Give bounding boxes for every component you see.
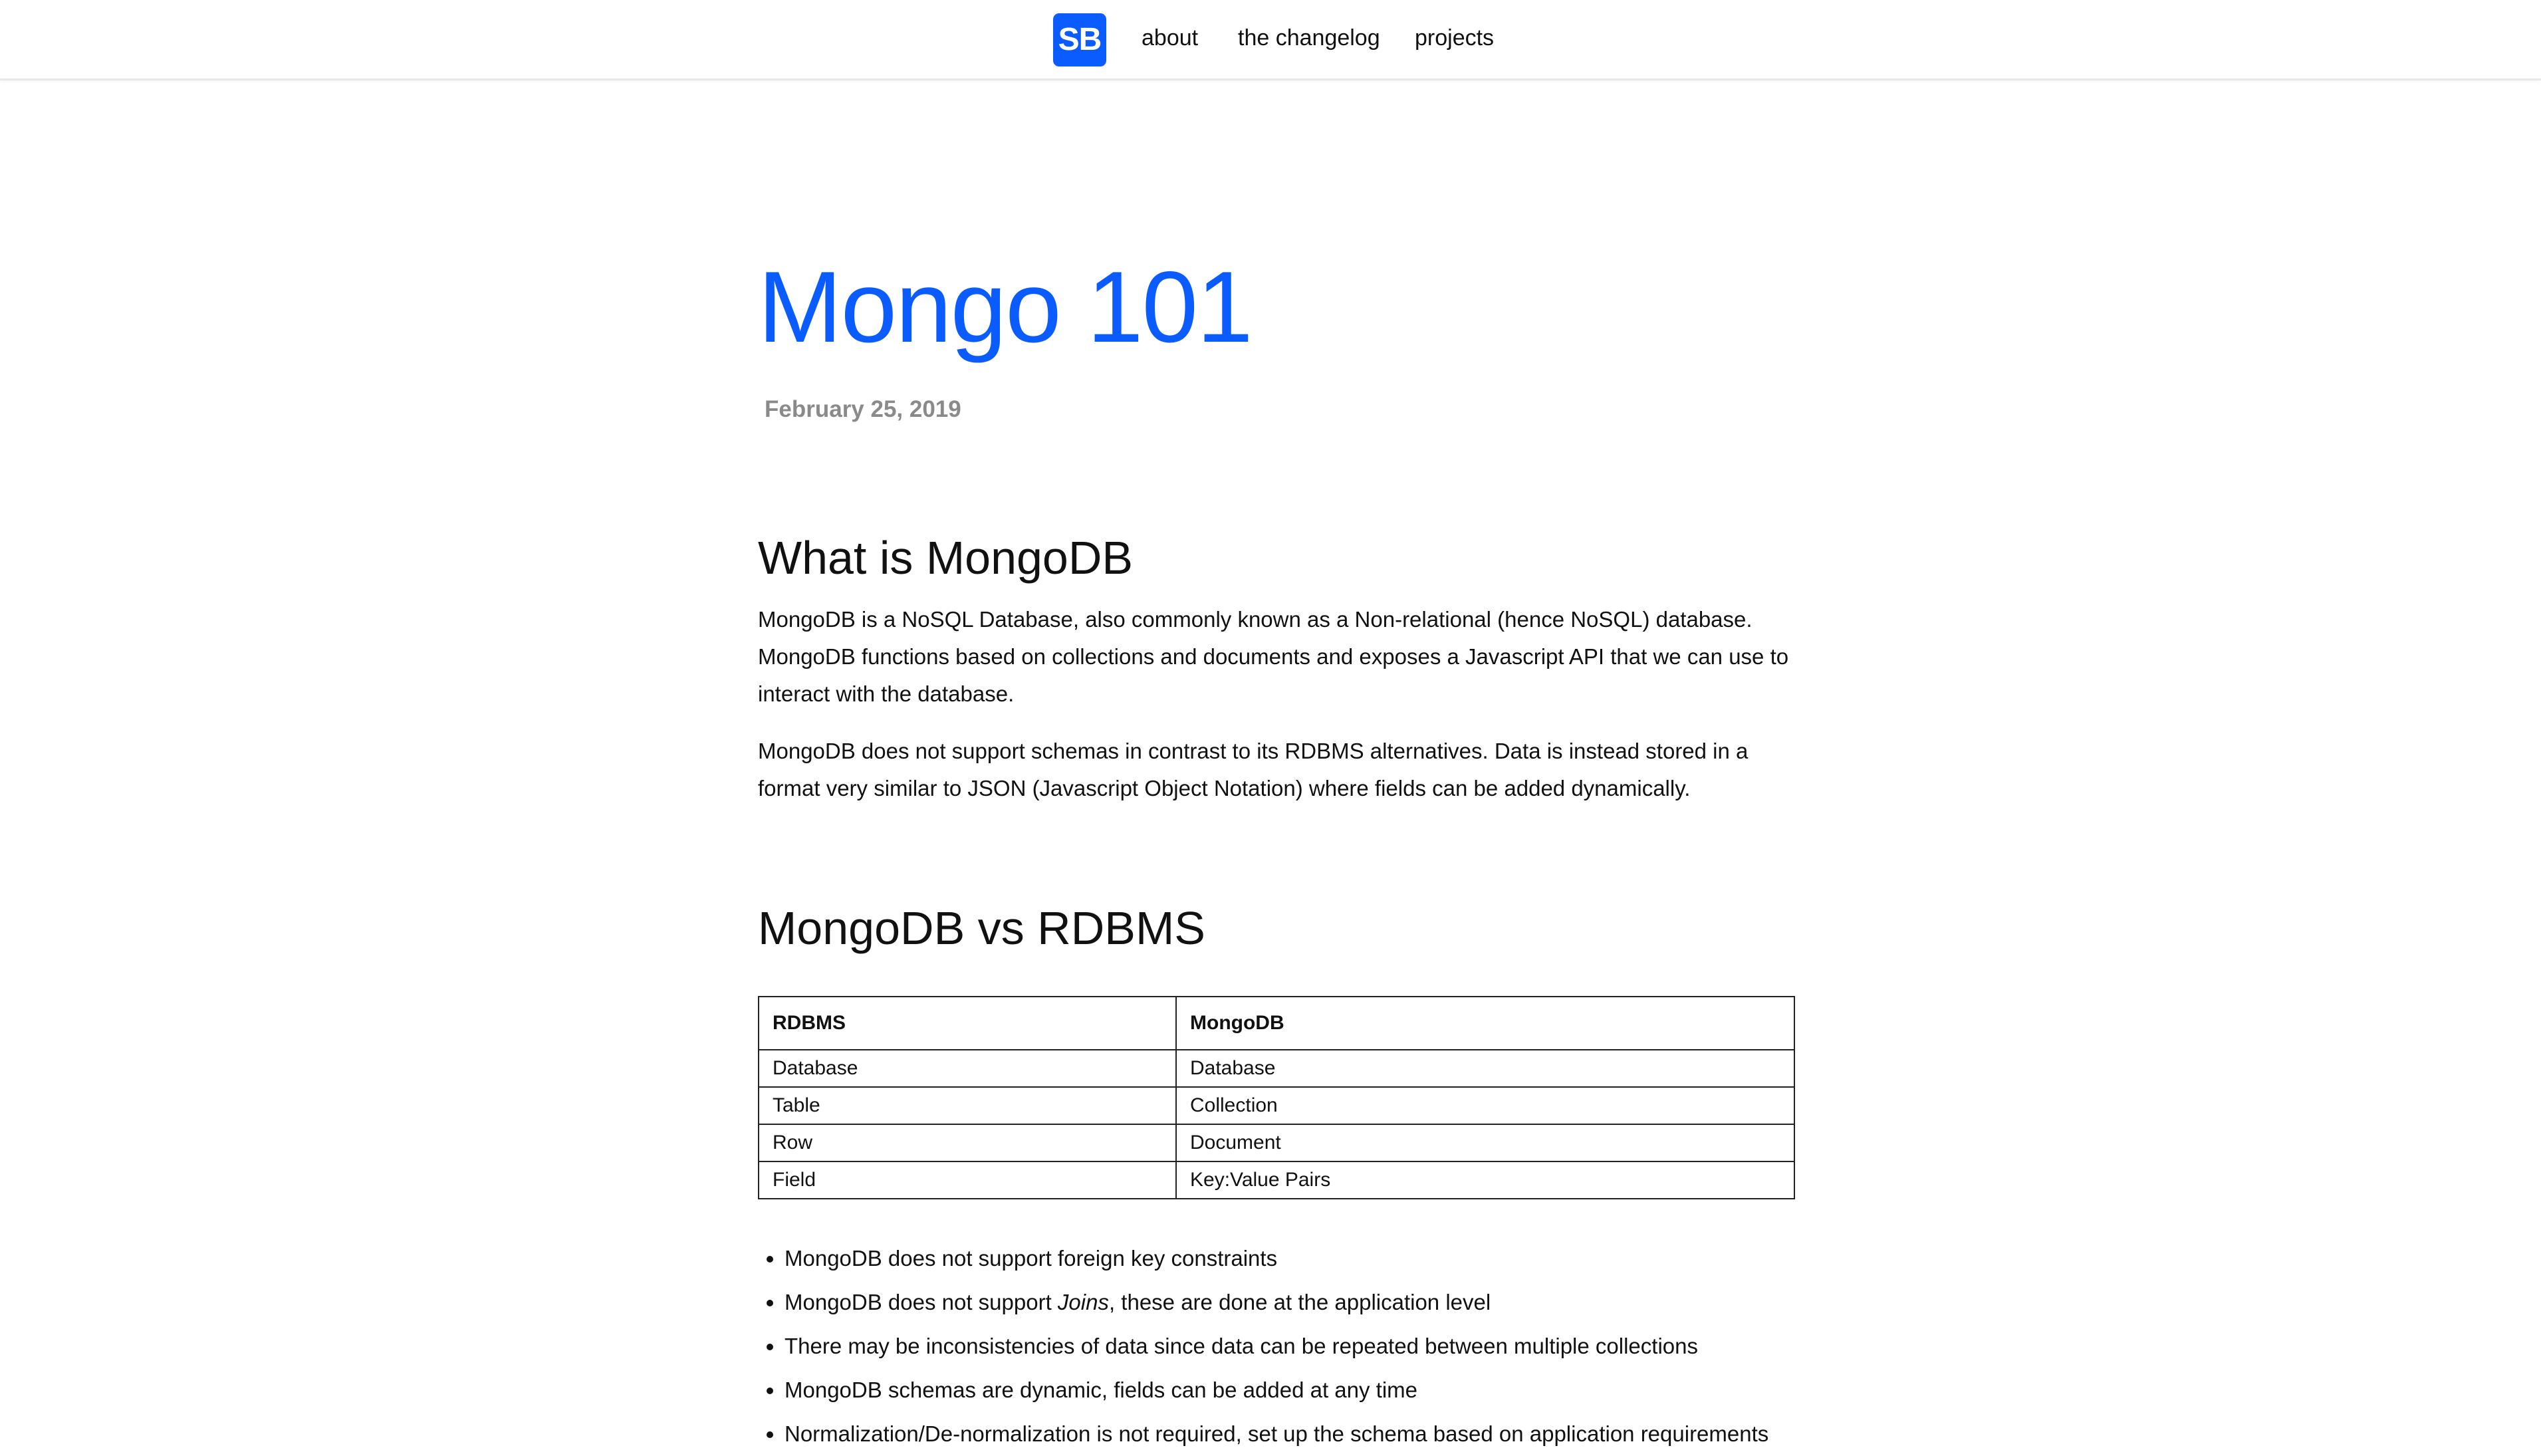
paragraph-schemas: MongoDB does not support schemas in contrast to its RDBMS alternatives. Data is instead stored in a format very similar to JSON (Javascript Object Notation) where fields can be added dynamically. <box>758 739 1749 800</box>
list-item-text-post: , these are done at the application level <box>1108 1290 1491 1314</box>
list-item-text: MongoDB does not support foreign key constraints <box>785 1246 1278 1271</box>
nav-link-projects[interactable]: projects <box>1415 25 1495 51</box>
list-item <box>785 1368 1848 1412</box>
table-header-row <box>759 997 1794 1050</box>
section-heading-what-is-mongodb: What is MongoDB <box>758 532 1134 584</box>
post-date: February 25, 2019 <box>765 396 961 422</box>
page-title: Mongo 101 <box>758 251 1252 364</box>
nav-link-changelog[interactable]: the changelog <box>1238 25 1380 51</box>
list-item-text: There may be inconsistencies of data since data can be repeated between multiple collections <box>785 1334 1698 1358</box>
list-item-emphasis: Joins <box>1057 1290 1109 1314</box>
list-item-text-pre: MongoDB does not support <box>785 1290 1058 1314</box>
table-cell: Field <box>759 1161 1176 1199</box>
list-item-text: Normalization/De-normalization is not required, set up the schema based on application requirements <box>785 1421 1769 1446</box>
table-row <box>759 1161 1794 1199</box>
table-header-mongodb: MongoDB <box>1176 997 1794 1050</box>
list-item <box>785 1412 1848 1456</box>
table-cell: Database <box>759 1050 1176 1087</box>
nav-link-about[interactable]: about <box>1142 25 1199 51</box>
list-item <box>785 1324 1848 1368</box>
table-cell: Table <box>759 1087 1176 1124</box>
table-cell: Row <box>759 1124 1176 1161</box>
section-heading-mongodb-vs-rdbms: MongoDB vs RDBMS <box>758 902 1205 954</box>
table-row <box>759 1087 1794 1124</box>
table-cell: Document <box>1176 1124 1794 1161</box>
list-item-text: MongoDB schemas are dynamic, fields can be added at any time <box>785 1378 1418 1402</box>
table-cell: Database <box>1176 1050 1794 1087</box>
list-item <box>785 1237 1848 1280</box>
table-row <box>759 1050 1794 1087</box>
comparison-bullet-list <box>758 1237 1848 1456</box>
top-navbar <box>0 0 2541 80</box>
paragraph-intro: MongoDB is a NoSQL Database, also commonly known as a Non-relational (hence NoSQL) database. MongoDB functions based on collections and documents and exposes a Javascript API that we can use to interact with the database. <box>758 607 1789 706</box>
table-row <box>759 1124 1794 1161</box>
table-header-rdbms: RDBMS <box>759 997 1176 1050</box>
comparison-table <box>758 996 1795 1199</box>
table-cell: Key:Value Pairs <box>1176 1161 1794 1199</box>
site-logo[interactable]: SB <box>1053 13 1106 66</box>
list-item <box>785 1280 1848 1324</box>
table-cell: Collection <box>1176 1087 1794 1124</box>
